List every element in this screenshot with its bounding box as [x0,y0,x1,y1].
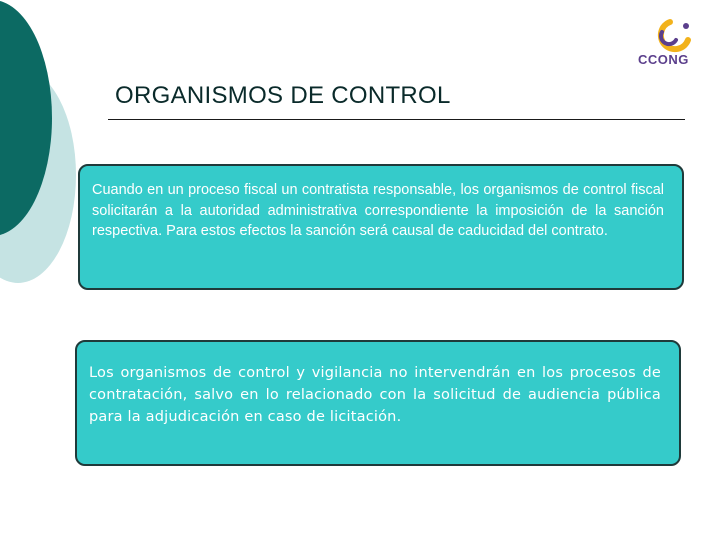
text-box-fiscal-control [78,164,684,290]
logo-text: CCONG [638,52,689,67]
ccong-logo [630,18,710,78]
paragraph-fiscal-control: Cuando en un proceso fiscal un contratista responsable, los organismos de control fiscal solicitarán a la autoridad administrativa correspondiente la imposición de la sanción respectiva. Para estos efectos la sanción será causal de caducidad del contrato. [92,182,664,239]
text-box-control-vigilance [75,340,681,466]
logo-mark-icon [630,18,710,54]
page-title: ORGANISMOS DE CONTROL [115,82,451,109]
title-underline [108,119,685,120]
paragraph-control-vigilance: Los organismos de control y vigilancia no intervendrán en los procesos de contratación, salvo en lo relacionado con la solicitud de audiencia pública para la adjudicación en caso de licitación. [89,365,661,425]
